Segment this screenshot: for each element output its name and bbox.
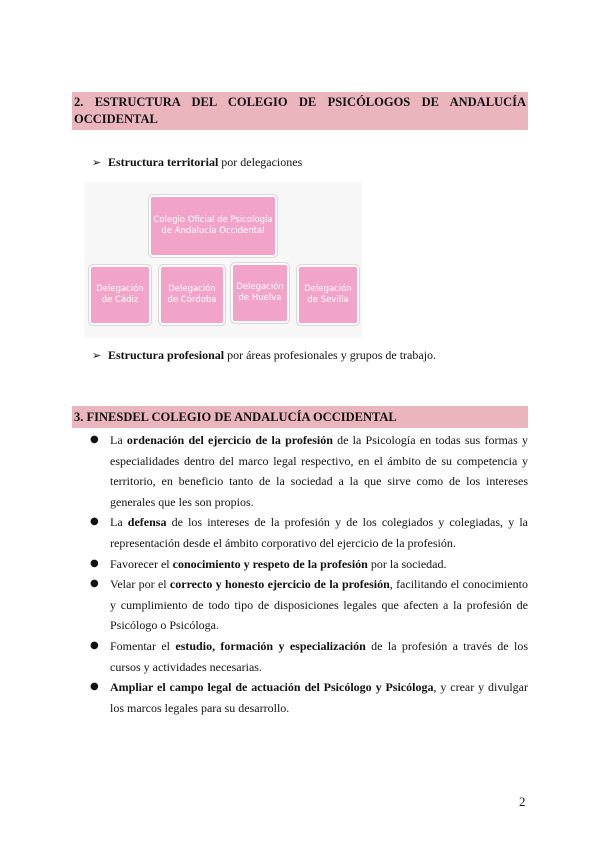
bullet-icon: ●	[90, 434, 99, 445]
delegation-box-cordoba	[158, 264, 226, 326]
bullet-icon: ●	[90, 681, 99, 693]
profesional-bold: Estructura profesional	[108, 348, 225, 362]
section-2-heading	[72, 92, 528, 130]
delegation-label: Delegación de Cádiz	[96, 284, 144, 305]
profesional-rest: por áreas profesionales y grupos de trabajo.	[224, 348, 437, 362]
list-item: ● La defensa de los intereses de la profesión y de los colegiados y colegiadas, y la representación desde el ámbito corporativo del ejercicio de la profesión.	[90, 512, 528, 553]
list-item: ● Ampliar el campo legal de actuación del Psicólogo y Psicóloga, y crear y divulgar los marcos legales para su desarrollo.	[90, 677, 528, 718]
section-2-title-line2: OCCIDENTAL	[74, 112, 158, 126]
section-2-title-line1: 2. ESTRUCTURA DEL COLEGIO DE PSICÓLOGOS DE ANDALUCÍA	[74, 95, 526, 109]
section-3-title: 3. FINESDEL COLEGIO DE ANDALUCÍA OCCIDENTAL	[74, 410, 397, 424]
delegation-box-huelva	[230, 262, 290, 324]
list-item: ● Favorecer el conocimiento y respeto de la profesión por la sociedad.	[90, 554, 528, 575]
delegation-label: Delegación de Córdoba	[167, 284, 217, 305]
org-chart-top-box	[148, 194, 278, 258]
bullet-icon: ●	[90, 516, 99, 528]
section-3-heading	[72, 406, 528, 428]
bullet-icon: ●	[90, 578, 99, 590]
list-item: ● Velar por el correcto y honesto ejercicio de la profesión, facilitando el conocimiento y cumplimiento de todo tipo de disposiciones legales que afecten a la profesión de Psicólogo o Psicóloga.	[90, 574, 528, 636]
bullet-icon: ●	[90, 557, 99, 569]
fines-list	[90, 430, 528, 718]
territorial-structure-item	[92, 155, 302, 170]
org-chart-top-label: Colegio Oficial de Psicología de Andalucía Occidental	[153, 215, 273, 236]
delegation-label: Delegación de Huelva	[236, 282, 284, 303]
professional-structure-item	[92, 348, 436, 363]
delegation-label: Delegación de Sevilla	[304, 284, 352, 305]
list-item: ● Fomentar el estudio, formación y especialización de la profesión a través de los cursos y actividades necesarias.	[90, 636, 528, 677]
delegation-box-sevilla	[296, 264, 360, 326]
bullet-icon: ●	[90, 639, 99, 651]
list-item: ● La ordenación del ejercicio de la profesión de la Psicología en todas sus formas y especialidades dentro del marco legal respectivo, en el ámbito de su competencia y territorio, en beneficio tanto de la sociedad a la que sirve como de los intereses generales que les son propios.	[90, 430, 528, 512]
territorial-rest: por delegaciones	[218, 155, 303, 169]
arrow-bullet-icon: ➢	[92, 156, 102, 169]
arrow-bullet-icon: ➢	[92, 349, 102, 362]
org-chart-diagram	[84, 182, 362, 338]
delegation-box-cadiz	[88, 264, 152, 326]
page-number: 2	[519, 794, 526, 809]
territorial-bold: Estructura territorial	[108, 155, 219, 169]
